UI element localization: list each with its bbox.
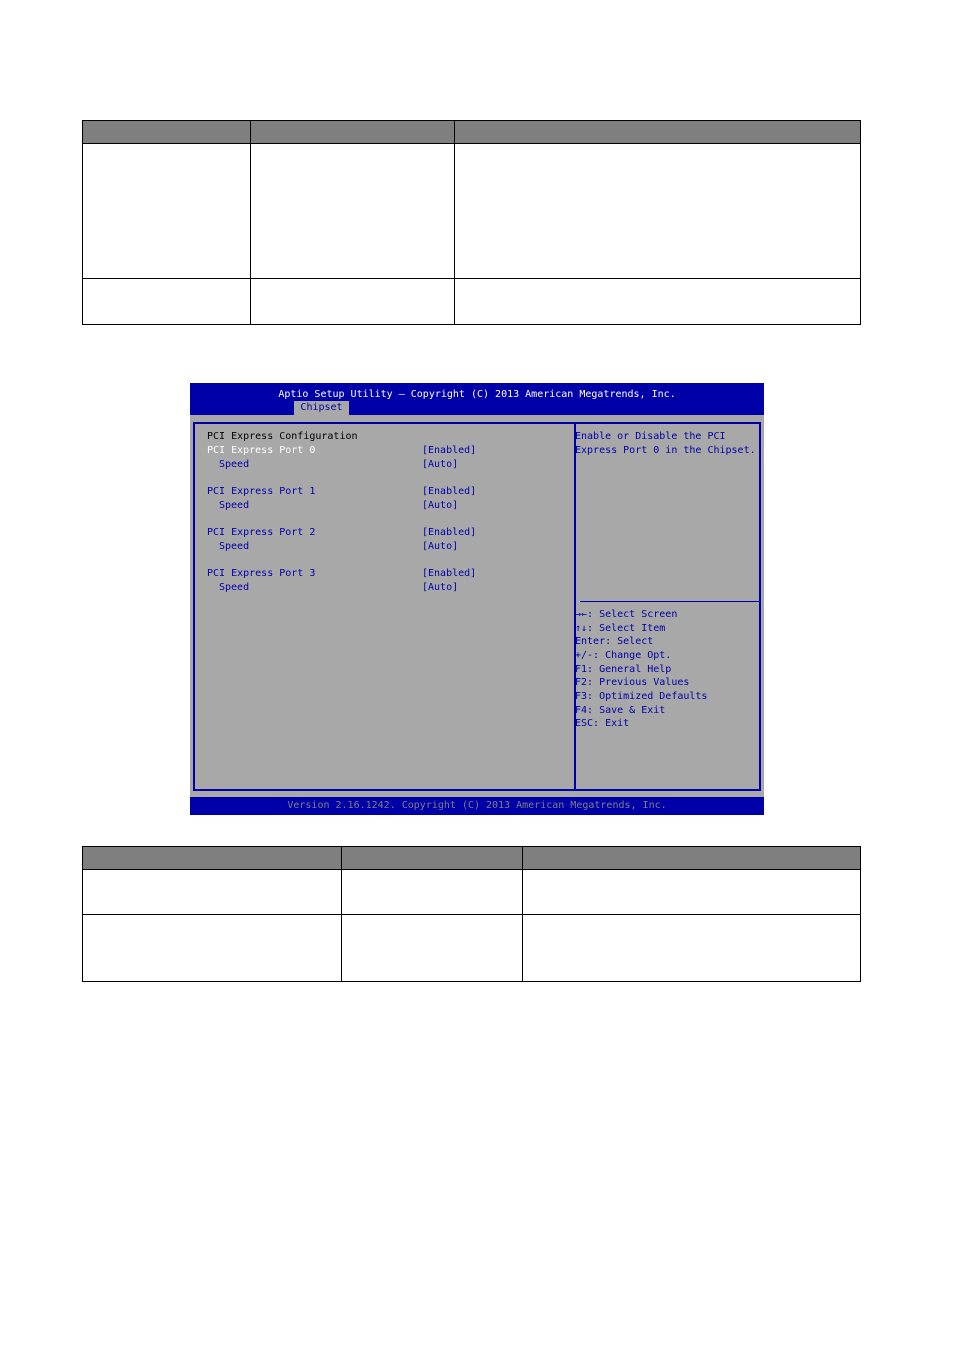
table-cell (83, 915, 342, 982)
key-hint-change-opt: +/-: Change Opt. (575, 650, 672, 661)
table-header-cell (83, 121, 251, 144)
key-hint-general-help: F1: General Help (575, 664, 672, 675)
table-header-cell (342, 847, 523, 870)
key-hint-enter: Enter: Select (575, 636, 654, 647)
table-cell (83, 279, 251, 325)
key-hint-previous-values: F2: Previous Values (575, 677, 690, 688)
bios-help-separator (580, 601, 761, 602)
table-cell (523, 870, 861, 915)
bios-title: Aptio Setup Utility – Copyright (C) 2013 American Megatrends, Inc. (278, 389, 676, 400)
table-header-row (83, 121, 861, 144)
table-header-cell (83, 847, 342, 870)
table-cell (455, 144, 861, 279)
bios-frame (193, 422, 761, 791)
table-row (83, 870, 861, 915)
help-text-line: Express Port 0 in the Chipset. (575, 445, 756, 456)
bios-content-area (190, 415, 764, 797)
menu-item-port-0-speed[interactable]: Speed (219, 459, 250, 470)
table-cell (523, 915, 861, 982)
options-table-bottom (82, 846, 861, 982)
table-cell (251, 144, 455, 279)
table-cell (342, 915, 523, 982)
table-row (83, 915, 861, 982)
value-port-2-speed[interactable]: [Auto] (422, 541, 459, 552)
key-hint-optimized-defaults: F3: Optimized Defaults (575, 691, 708, 702)
table-cell (83, 144, 251, 279)
key-hint-select-screen: →←: Select Screen (575, 609, 678, 620)
table-cell (342, 870, 523, 915)
menu-item-port-2-speed[interactable]: Speed (219, 541, 250, 552)
bios-setup-screen (190, 383, 764, 815)
table-row (83, 279, 861, 325)
menu-item-pci-express-port-1[interactable]: PCI Express Port 1 (207, 486, 316, 497)
value-pci-express-port-2[interactable]: [Enabled] (422, 527, 477, 538)
key-hint-save-exit: F4: Save & Exit (575, 705, 666, 716)
menu-item-pci-express-port-2[interactable]: PCI Express Port 2 (207, 527, 316, 538)
table-cell (251, 279, 455, 325)
value-pci-express-port-3[interactable]: [Enabled] (422, 568, 477, 579)
value-port-3-speed[interactable]: [Auto] (422, 582, 459, 593)
table-header-row (83, 847, 861, 870)
value-pci-express-port-1[interactable]: [Enabled] (422, 486, 477, 497)
bios-footer: Version 2.16.1242. Copyright (C) 2013 American Megatrends, Inc. (287, 800, 667, 811)
options-table-top (82, 120, 861, 325)
bios-pane-divider (574, 424, 576, 789)
key-hint-esc-exit: ESC: Exit (575, 718, 630, 729)
table-header-cell (251, 121, 455, 144)
tab-chipset[interactable]: Chipset (294, 401, 349, 415)
value-port-0-speed[interactable]: [Auto] (422, 459, 459, 470)
table-row (83, 144, 861, 279)
menu-item-pci-express-port-0[interactable]: PCI Express Port 0 (207, 445, 316, 456)
table-header-cell (523, 847, 861, 870)
value-pci-express-port-0[interactable]: [Enabled] (422, 445, 477, 456)
table-cell (83, 870, 342, 915)
table-header-cell (455, 121, 861, 144)
help-text-line: Enable or Disable the PCI (575, 431, 726, 442)
key-hint-select-item: ↑↓: Select Item (575, 623, 666, 634)
table-cell (455, 279, 861, 325)
section-heading: PCI Express Configuration (207, 431, 358, 442)
menu-item-port-1-speed[interactable]: Speed (219, 500, 250, 511)
value-port-1-speed[interactable]: [Auto] (422, 500, 459, 511)
menu-item-port-3-speed[interactable]: Speed (219, 582, 250, 593)
menu-item-pci-express-port-3[interactable]: PCI Express Port 3 (207, 568, 316, 579)
